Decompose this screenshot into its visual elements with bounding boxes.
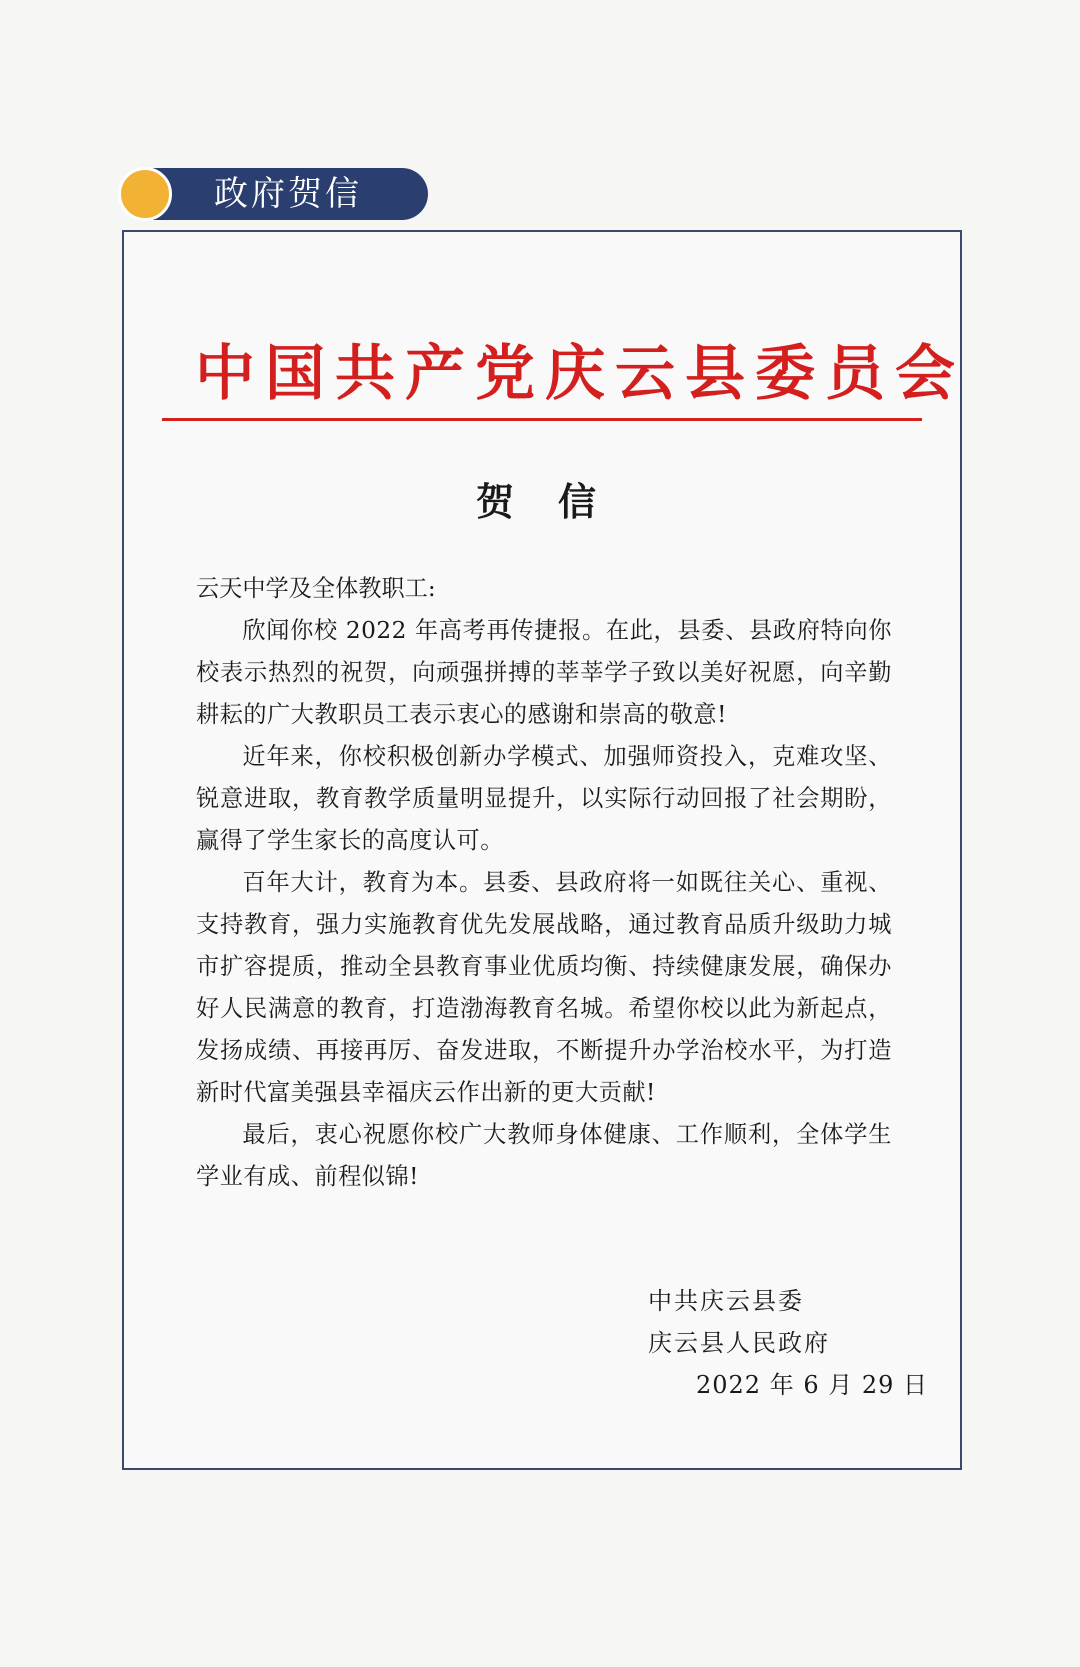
letter-signature [648,1280,928,1406]
header-divider [162,418,922,421]
signature-government: 庆云县人民政府 [648,1329,830,1357]
letter-org-header: 中国共产党庆云县委员会 [195,339,965,409]
letter-salutation: 云天中学及全体教职工: [196,575,436,602]
letter-paragraph: 欣闻你校 2022 年高考再传捷报。在此，县委、县政府特向你校表示热烈的祝贺，向顽强拼搏的莘莘学子致以美好祝愿，向辛勤耕耘的广大教职员工表示衷心的感谢和崇高的敬意! [196,617,892,728]
section-tag [118,168,428,220]
signature-date: 2022 年 6 月 29 日 [696,1371,929,1399]
letter-title: 贺信 [476,479,641,524]
letter-paragraph: 近年来，你校积极创新办学模式、加强师资投入，克难攻坚、锐意进取，教育教学质量明显提升，以实际行动回报了社会期盼，赢得了学生家长的高度认可。 [196,743,892,854]
letter-paragraph: 最后，衷心祝愿你校广大教师身体健康、工作顺利，全体学生学业有成、前程似锦! [196,1121,892,1190]
section-tag-circle [118,167,172,221]
section-tag-label: 政府贺信 [214,174,362,214]
letter-paragraph: 百年大计，教育为本。县委、县政府将一如既往关心、重视、支持教育，强力实施教育优先发展战略，通过教育品质升级助力城市扩容提质，推动全县教育事业优质均衡、持续健康发展，确保办好人民满意的教育，打造渤海教育名城。希望你校以此为新起点，发扬成绩、再接再厉、奋发进取，不断提升办学治校水平，为打造新时代富美强县幸福庆云作出新的更大贡献! [196,869,892,1106]
letter-body [196,568,892,1198]
signature-party-committee: 中共庆云县委 [648,1287,804,1315]
